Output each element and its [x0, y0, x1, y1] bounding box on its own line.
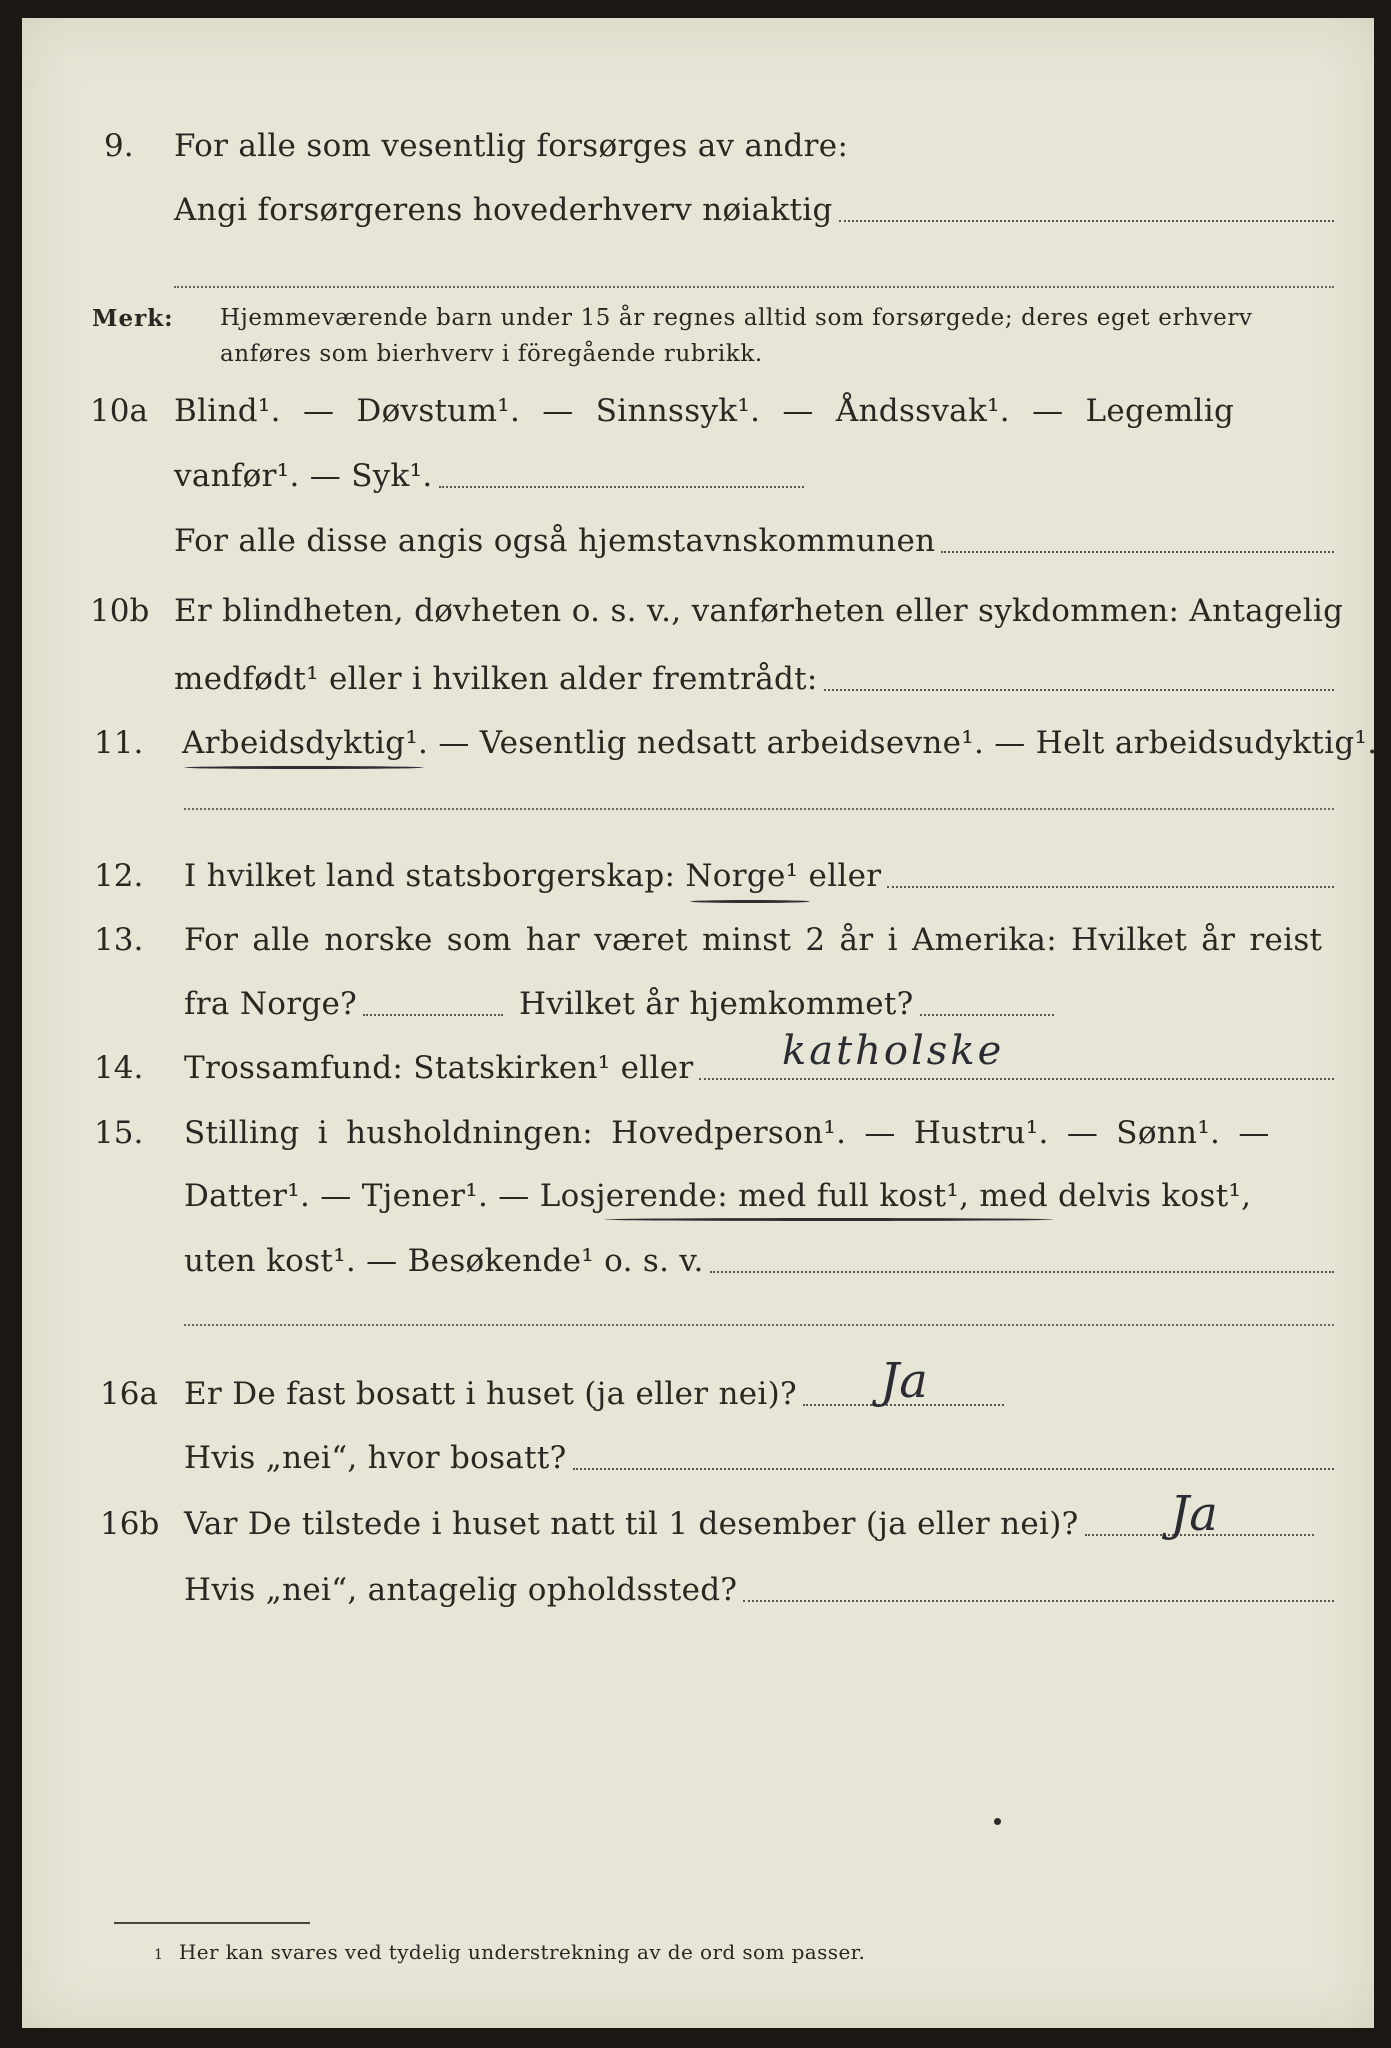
q10a-answer-line	[439, 486, 804, 488]
q16b-line1	[184, 1506, 1314, 1542]
merk-text-1: Hjemmeværende barn under 15 år regnes alltid som forsørgede; deres eget erhverv	[220, 305, 1253, 331]
q13-return-line	[920, 1014, 1054, 1016]
q13-departure-label: fra Norge?	[184, 986, 358, 1022]
q10b-question: Er blindheten, døvheten o. s. v., vanførheten eller sykdommen: Antagelig	[174, 593, 1344, 629]
q14-line	[184, 1050, 1334, 1086]
q13-line1	[184, 922, 1322, 958]
q13-return-label: Hvilket år hjemkommet?	[519, 986, 914, 1022]
q13-departure-line	[363, 1014, 503, 1016]
q15-line2	[184, 1178, 1251, 1214]
q10a-options-2: vanfør¹. — Syk¹.	[174, 458, 433, 494]
q16a-line2	[184, 1440, 1334, 1476]
q16b-handwritten-answer: Ja	[1170, 1486, 1218, 1542]
q15-answer-line	[710, 1271, 1334, 1273]
footnote-mark: 1	[154, 1947, 163, 1963]
q10a-options: Blind¹. — Døvstum¹. — Sinnssyk¹. — Åndssvak¹. — Legemlig	[174, 393, 1235, 429]
q9-number: 9.	[104, 128, 134, 164]
q11-line	[182, 725, 1377, 761]
q16b-number: 16b	[100, 1506, 160, 1542]
q9-instruction: Angi forsørgerens hovederhverv nøiaktig	[174, 192, 833, 228]
q10b-line1	[174, 593, 1343, 629]
q15-line3	[184, 1243, 1334, 1279]
q9-question: For alle som vesentlig forsørges av andre:	[174, 128, 849, 164]
q15-extra-line	[184, 1324, 1334, 1326]
q16a-question: Er De fast bosatt i huset (ja eller nei)?	[184, 1376, 797, 1412]
q16a-handwritten-answer: Ja	[880, 1353, 928, 1409]
q16a-followup-line	[573, 1468, 1334, 1470]
q16b-followup-line	[743, 1600, 1334, 1602]
merk-block	[92, 305, 174, 332]
q12-underline-mark	[690, 900, 810, 903]
q9-answer-line	[839, 220, 1334, 222]
q12-line	[184, 858, 1334, 894]
q13-number: 13.	[94, 922, 144, 958]
q10a-line2	[174, 458, 804, 494]
q11-number: 11.	[94, 725, 144, 761]
q10b-question-2: medfødt¹ eller i hvilken alder fremtrådt:	[174, 661, 818, 697]
q11-extra-line	[184, 808, 1334, 810]
q15-options-1: Stilling i husholdningen: Hovedperson¹. — Hustru¹. — Sønn¹. —	[184, 1115, 1270, 1151]
merk-text-2: anføres som bierhverv i föregående rubrikk.	[220, 341, 763, 367]
q12-answer-line	[887, 886, 1334, 888]
q15-underline-mark	[604, 1218, 1054, 1221]
q15-options-3: uten kost¹. — Besøkende¹ o. s. v.	[184, 1243, 704, 1279]
q15-line1	[184, 1115, 1270, 1151]
q14-number: 14.	[94, 1050, 144, 1086]
q10a-hometown-line	[941, 551, 1334, 553]
q16a-number: 16a	[100, 1376, 158, 1412]
q16b-line2	[184, 1572, 1334, 1608]
q10a-number: 10a	[90, 393, 148, 429]
q10a-line3	[174, 523, 1334, 559]
footnote-rule	[114, 1922, 310, 1924]
ink-spot	[994, 1818, 1001, 1825]
footnote	[154, 1940, 865, 1964]
merk-line1	[220, 305, 1253, 331]
q16a-followup: Hvis „nei“, hvor bosatt?	[184, 1440, 567, 1476]
q12-question: I hvilket land statsborgerskap: Norge¹ eller	[184, 858, 882, 894]
q12-number: 12.	[94, 858, 144, 894]
q11-underline-mark	[184, 766, 424, 769]
q15-number: 15.	[94, 1115, 144, 1151]
merk-line2	[220, 341, 763, 367]
q13-question: For alle norske som har været minst 2 år i Amerika: Hvilket år reist	[184, 922, 1323, 958]
footnote-text: Her kan svares ved tydelig understrekning av de ord som passer.	[178, 1940, 866, 1964]
census-form-page	[22, 18, 1378, 2028]
q15-options-2: Datter¹. — Tjener¹. — Losjerende: med full kost¹, med delvis kost¹,	[184, 1178, 1252, 1214]
q9-extra-line	[174, 286, 1334, 288]
merk-label: Merk:	[92, 305, 174, 332]
q14-handwritten-answer: katholske	[782, 1028, 1005, 1074]
q16b-followup: Hvis „nei“, antagelig opholdssted?	[184, 1572, 738, 1608]
q10b-line2	[174, 661, 1334, 697]
q11-options: Arbeidsdyktig¹. — Vesentlig nedsatt arbeidsevne¹. — Helt arbeidsudyktig¹.	[182, 725, 1378, 761]
q10b-answer-line	[824, 689, 1334, 691]
q14-answer-line	[699, 1078, 1334, 1080]
q14-question: Trossamfund: Statskirken¹ eller	[184, 1050, 694, 1086]
q10a-hometown: For alle disse angis også hjemstavnskommunen	[174, 523, 936, 559]
q10a-line1	[174, 393, 1234, 429]
q13-line2	[184, 986, 1054, 1022]
q9-line1	[174, 128, 1324, 164]
q16b-question: Var De tilstede i huset natt til 1 desember (ja eller nei)?	[184, 1506, 1079, 1542]
q10b-number: 10b	[90, 593, 150, 629]
q9-line2	[174, 192, 1334, 228]
